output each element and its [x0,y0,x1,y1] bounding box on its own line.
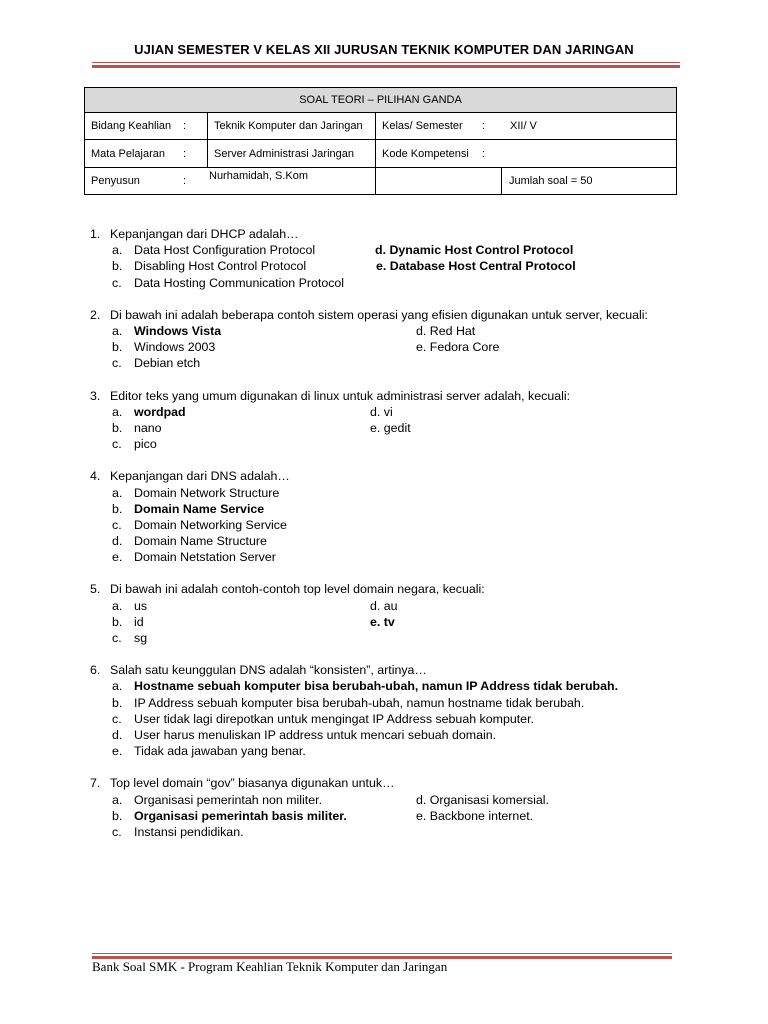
q2-a-letter: a. [112,323,123,338]
q6-stem: Salah satu keunggulan DNS adalah “konsisten”, artinya… [110,663,427,678]
bidang-value: Teknik Komputer dan Jaringan [208,113,376,140]
q1-option-a: Data Host Configuration Protocol [134,243,316,258]
footer-text: Bank Soal SMK - Program Keahlian Teknik Komputer dan Jaringan [92,959,448,974]
q7-option-c: Instansi pendidikan. [134,824,244,839]
q6-b-letter: b. [112,695,123,710]
q6-option-e: Tidak ada jawaban yang benar. [134,744,306,759]
penyusun-colon: : [183,175,187,187]
q4-option-a: Domain Network Structure [134,485,280,500]
q6-option-d: User harus menuliskan IP address untuk mencari sebuah domain. [134,727,497,742]
footer-rule-thin [92,953,672,954]
q4-e-letter: e. [112,550,123,565]
question-7 [90,775,690,840]
q4-c-letter: c. [112,517,122,532]
q6-d-letter: d. [112,727,123,742]
question-5 [90,581,690,646]
q7-option-d: d. Organisasi komersial. [416,792,549,807]
q5-option-d: d. au [370,598,398,613]
q2-option-b: Windows 2003 [134,340,216,355]
mapel-value: Server Administrasi Jaringan [208,140,376,168]
q5-option-a: us [134,598,148,613]
q6-a-letter: a. [112,679,123,694]
q4-option-d: Domain Name Structure [134,534,267,549]
q1-option-b: Disabling Host Control Protocol [134,259,307,274]
q2-number: 2. [90,307,101,322]
q4-option-b: Domain Name Service [134,501,265,516]
kelas-label: Kelas/ Semester [382,120,463,132]
q5-option-e: e. tv [370,614,395,629]
q2-option-a: Windows Vista [134,323,222,338]
question-2 [90,307,690,372]
bidang-label: Bidang Keahlian [91,120,172,132]
q3-a-letter: a. [112,404,123,419]
q6-option-c: User tidak lagi direpotkan untuk mengingat IP Address sebuah komputer. [134,711,534,726]
q3-option-e: e. gedit [370,420,411,435]
q3-stem: Editor teks yang umum digunakan di linux untuk administrasi server adalah, kecuali: [110,388,571,403]
q5-option-b: id [134,614,144,629]
q3-option-d: d. vi [370,404,393,419]
q7-b-letter: b. [112,808,123,823]
q5-stem: Di bawah ini adalah contoh-contoh top level domain negara, kecuali: [110,582,485,597]
q7-c-letter: c. [112,824,122,839]
penyusun-value: Nurhamidah, S.Kom [209,170,309,182]
question-list [90,226,690,856]
q5-b-letter: b. [112,614,123,629]
q2-option-e: e. Fedora Core [416,340,500,355]
mapel-label: Mata Pelajaran [91,147,165,160]
info-table [84,87,677,195]
q6-e-letter: e. [112,744,123,759]
q7-a-letter: a. [112,792,123,807]
q7-stem: Top level domain “gov” biasanya digunakan untuk… [110,776,395,791]
kompetensi-colon: : [482,147,486,160]
q1-number: 1. [90,227,101,241]
jumlah-soal: Jumlah soal = 50 [509,175,593,187]
penyusun-label: Penyusun [91,175,140,187]
q5-a-letter: a. [112,598,123,613]
q4-a-letter: a. [112,485,123,500]
q7-option-a: Organisasi pemerintah non militer. [134,792,323,807]
q3-b-letter: b. [112,420,123,435]
q5-option-c: sg [134,631,148,646]
q7-number: 7. [90,776,101,791]
q2-option-c: Debian etch [134,356,201,371]
info-heading: SOAL TEORI – PILIHAN GANDA [85,88,677,113]
q6-option-b: IP Address sebuah komputer bisa berubah-ubah, namun hostname tidak berubah. [134,695,585,710]
bidang-colon: : [183,120,187,132]
q4-option-e: Domain Netstation Server [134,550,276,565]
kompetensi-label: Kode Kompetensi [382,147,469,160]
q3-c-letter: c. [112,437,122,452]
q3-number: 3. [90,388,101,403]
question-4 [90,468,690,565]
kelas-value: XII/ V [510,120,537,132]
page-title: UJIAN SEMESTER V KELAS XII JURUSAN TEKNIK KOMPUTER DAN JARINGAN [134,42,634,57]
q6-c-letter: c. [112,711,122,726]
q4-d-letter: d. [112,534,123,549]
q3-option-c: pico [134,437,157,452]
q4-option-c: Domain Networking Service [134,517,287,532]
header-rule-thick [92,65,680,68]
q7-option-b: Organisasi pemerintah basis militer. [134,808,347,823]
mapel-colon: : [183,147,187,160]
question-3 [90,388,690,453]
q3-option-b: nano [134,420,162,435]
q1-option-d: d. Dynamic Host Control Protocol [375,243,574,258]
q2-option-d: d. Red Hat [416,323,476,338]
q1-stem: Kepanjangan dari DHCP adalah… [110,227,299,241]
q3-option-a: wordpad [134,404,186,419]
q2-stem: Di bawah ini adalah beberapa contoh sistem operasi yang efisien digunakan untuk server, kecuali: [110,307,648,322]
question-1 [90,226,690,291]
q6-number: 6. [90,663,101,678]
q4-number: 4. [90,469,101,484]
q6-option-a: Hostname sebuah komputer bisa berubah-ubah, namun IP Address tidak berubah. [134,679,619,694]
q4-b-letter: b. [112,501,123,516]
q4-stem: Kepanjangan dari DNS adalah… [110,469,290,484]
q1-b-letter: b. [112,259,123,274]
q2-c-letter: c. [112,356,122,371]
q1-a-letter: a. [112,243,123,258]
question-6 [90,662,690,759]
q5-c-letter: c. [112,631,122,646]
kelas-colon: : [482,120,486,132]
q5-number: 5. [90,582,101,597]
q2-b-letter: b. [112,340,123,355]
q1-c-letter: c. [112,275,122,290]
q1-option-c: Data Hosting Communication Protocol [134,275,345,290]
q1-option-e: e. Database Host Central Protocol [376,259,576,274]
q7-option-e: e. Backbone internet. [416,808,534,823]
header-rule-thin [92,62,680,63]
